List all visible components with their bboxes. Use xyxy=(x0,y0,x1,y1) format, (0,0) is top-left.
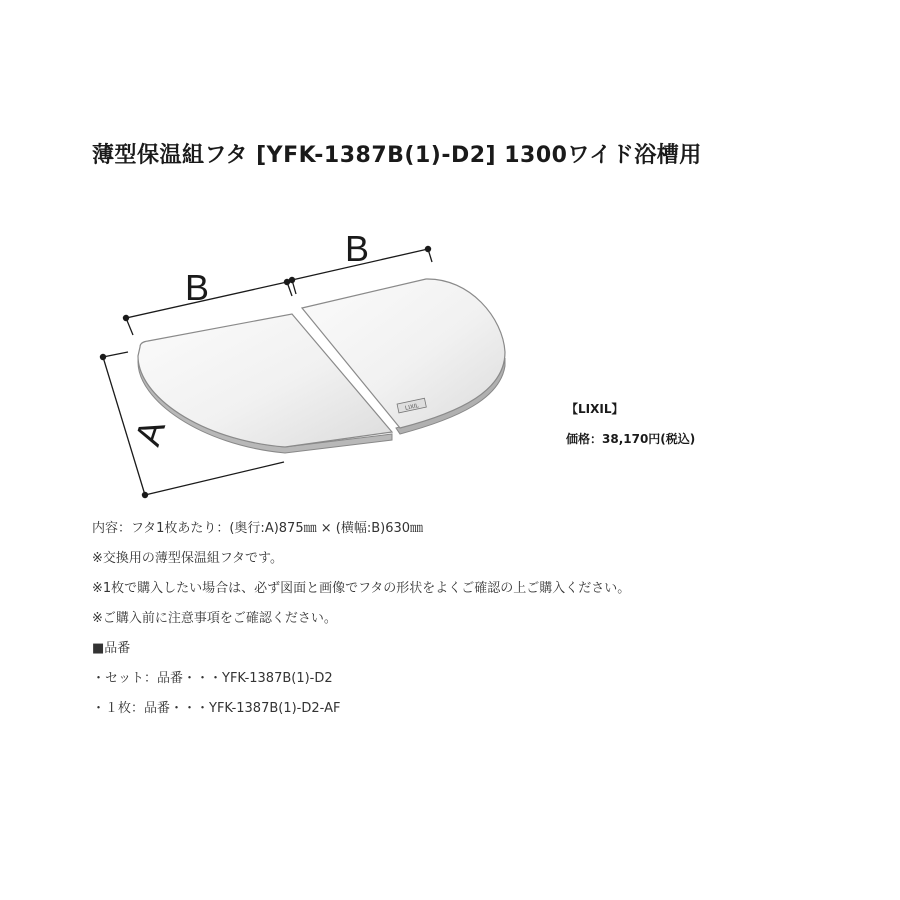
description-line: ※ご購入前に注意事項をご確認ください。 xyxy=(92,611,337,626)
price-label: 価格：38,170円(税込) xyxy=(566,432,696,446)
dimension-a-label: A xyxy=(126,414,174,451)
dimension-b-right-label: B xyxy=(345,228,370,269)
brand-label: 【LIXIL】 xyxy=(566,402,624,416)
description-line: ※1枚で購入したい場合は、必ず図面と画像でフタの形状をよくご確認の上ご購入ください。 xyxy=(92,581,631,596)
dimension-b-left-label: B xyxy=(185,267,210,308)
svg-text:LIXIL: LIXIL xyxy=(404,403,420,412)
description-line: 内容：フタ1枚あたり：(奥行:A)875㎜ × (横幅:B)630㎜ xyxy=(92,521,424,536)
description-line: ※交換用の薄型保温組フタです。 xyxy=(92,551,283,566)
product-description xyxy=(92,518,630,728)
part-number-set: ・セット：品番・・・YFK-1387B(1)-D2 xyxy=(92,671,333,686)
part-number-single: ・１枚：品番・・・YFK-1387B(1)-D2-AF xyxy=(92,701,341,716)
page-title: 薄型保温組フタ [YFK-1387B(1)-D2] 1300ワイド浴槽用 xyxy=(92,143,702,168)
part-number-heading: ■品番 xyxy=(92,641,131,656)
